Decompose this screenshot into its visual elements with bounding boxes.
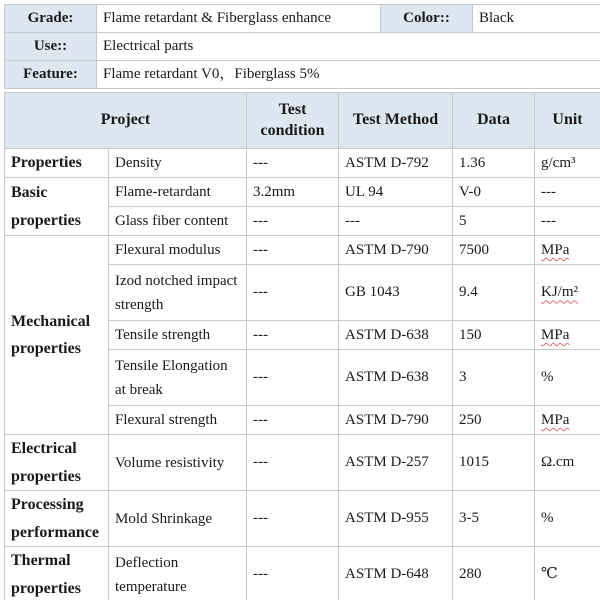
data-value: 5 <box>453 207 535 236</box>
unit-value: % <box>535 491 600 547</box>
test-method: ASTM D-955 <box>339 491 453 547</box>
header-data: Data <box>453 93 535 149</box>
group-label: Properties <box>5 149 109 178</box>
test-method: ASTM D-790 <box>339 236 453 265</box>
property-name: Flame-retardant <box>109 178 247 207</box>
use-value: Electrical parts <box>97 33 600 61</box>
color-value: Black <box>473 5 600 33</box>
property-name: Glass fiber content <box>109 207 247 236</box>
feature-value: Flame retardant V0，Fiberglass 5% <box>97 61 600 89</box>
data-value: 1.36 <box>453 149 535 178</box>
test-condition: --- <box>247 149 339 178</box>
table-row <box>5 149 600 178</box>
table-row <box>5 435 600 491</box>
group-label: Processing performance <box>5 491 109 547</box>
unit-value: Ω.cm <box>535 435 600 491</box>
property-name: Flexural strength <box>109 406 247 435</box>
data-value: 250 <box>453 406 535 435</box>
feature-row <box>5 61 600 89</box>
property-name: Flexural modulus <box>109 236 247 265</box>
data-value: 3-5 <box>453 491 535 547</box>
unit-value: MPa <box>535 321 600 350</box>
test-condition: --- <box>247 435 339 491</box>
unit-value: % <box>535 350 600 406</box>
property-name: Density <box>109 149 247 178</box>
property-name: Volume resistivity <box>109 435 247 491</box>
table-header-row <box>5 93 600 149</box>
unit-value: --- <box>535 178 600 207</box>
data-value: 1015 <box>453 435 535 491</box>
test-method: ASTM D-648 <box>339 547 453 600</box>
product-info-table <box>4 4 600 89</box>
test-condition: --- <box>247 350 339 406</box>
group-label: Thermal properties <box>5 547 109 600</box>
header-project: Project <box>5 93 247 149</box>
property-name: Izod notched impact strength <box>109 265 247 321</box>
header-unit: Unit <box>535 93 600 149</box>
table-row <box>5 491 600 547</box>
unit-value: MPa <box>535 236 600 265</box>
test-condition: --- <box>247 491 339 547</box>
property-name: Tensile Elongation at break <box>109 350 247 406</box>
grade-value: Flame retardant & Fiberglass enhance <box>97 5 381 33</box>
unit-value: KJ/m² <box>535 265 600 321</box>
data-value: 280 <box>453 547 535 600</box>
header-test-condition: Test condition <box>247 93 339 149</box>
unit-value: g/cm³ <box>535 149 600 178</box>
use-label: Use:: <box>5 33 97 61</box>
test-condition: --- <box>247 207 339 236</box>
data-value: 3 <box>453 350 535 406</box>
property-name: Deflection temperature <box>109 547 247 600</box>
unit-value: --- <box>535 207 600 236</box>
grade-label: Grade: <box>5 5 97 33</box>
data-value: V-0 <box>453 178 535 207</box>
test-condition: --- <box>247 236 339 265</box>
group-label: Electrical properties <box>5 435 109 491</box>
data-value: 150 <box>453 321 535 350</box>
property-name: Mold Shrinkage <box>109 491 247 547</box>
data-value: 9.4 <box>453 265 535 321</box>
group-label: Basic properties <box>5 178 109 236</box>
grade-row <box>5 5 600 33</box>
use-row <box>5 33 600 61</box>
test-condition: --- <box>247 406 339 435</box>
test-method: ASTM D-638 <box>339 321 453 350</box>
test-method: ASTM D-257 <box>339 435 453 491</box>
test-method: ASTM D-790 <box>339 406 453 435</box>
test-method: UL 94 <box>339 178 453 207</box>
test-method: --- <box>339 207 453 236</box>
table-row <box>5 178 600 207</box>
test-method: ASTM D-638 <box>339 350 453 406</box>
data-value: 7500 <box>453 236 535 265</box>
unit-value: MPa <box>535 406 600 435</box>
test-condition: --- <box>247 547 339 600</box>
feature-label: Feature: <box>5 61 97 89</box>
table-row <box>5 236 600 265</box>
test-method: GB 1043 <box>339 265 453 321</box>
header-test-method: Test Method <box>339 93 453 149</box>
unit-value: ℃ <box>535 547 600 600</box>
test-condition: --- <box>247 265 339 321</box>
property-name: Tensile strength <box>109 321 247 350</box>
test-method: ASTM D-792 <box>339 149 453 178</box>
test-condition: --- <box>247 321 339 350</box>
test-condition: 3.2mm <box>247 178 339 207</box>
color-label: Color:: <box>381 5 473 33</box>
table-row <box>5 547 600 600</box>
specification-table <box>4 92 600 600</box>
group-label: Mechanical properties <box>5 236 109 435</box>
